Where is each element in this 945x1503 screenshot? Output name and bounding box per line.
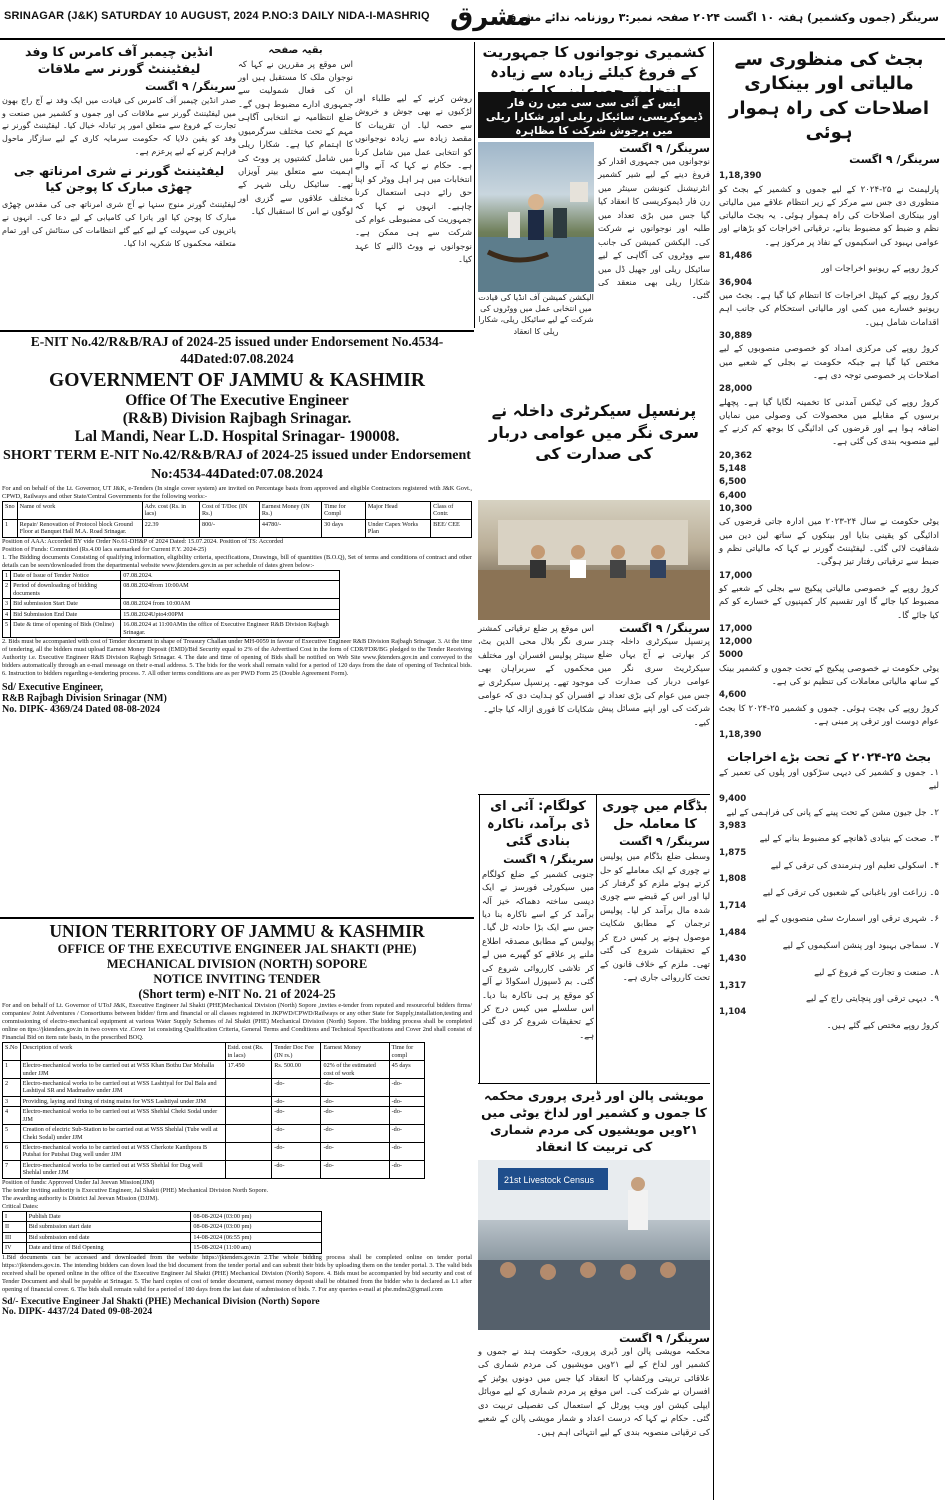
kulgam-body-text: جنوبی کشمیر کے ضلع کولگام میں سیکورٹی فورسز نے ایک دیسی ساختہ دھماکہ خیز آلہ برآمد کر کے اسے ناکارہ بنا دیا جس سے ایک بڑا حادثہ ٹل گیا۔ پولیس کے مطابق مصدقہ اطلاع ملنے پر علاقے کو گھیرے میں لے کر تلاشی کارروائی شروع کی گئی۔ بم ڈسپوزل اسکواڈ نے آلے کو موقع پر ہی ناکارہ بنا دیا۔ اس سلسلے میں کیس درج کر کے تحقیقات شروع کر دی گئی ہے۔ [482,868,594,1040]
table-cell: Date and time of Bid Opening [26,1243,191,1253]
table-row [3,1143,425,1161]
tender-rb-dipk: No. DIPK- 4369/24 Dated 08-08-2024 [2,704,161,716]
tender-rb-work-table [2,501,472,538]
budget-figure: 1,18,390 [719,171,762,182]
table-row [3,1222,322,1232]
table-cell: Electro-mechanical works to be carried out at WSS Shehlal Cheki Sodal under JJM [20,1107,225,1125]
darbar-headline: پرنسپل سیکرٹری داخلہ نے سری نگر میں عوامی دربار کی صدارت کی [489,401,699,464]
budget-figure: 1,18,390 [719,730,762,741]
darbar-headline-box [478,400,710,500]
table-cell: -do- [389,1125,424,1143]
table-cell: III [3,1232,27,1242]
budgam-story [600,798,710,1080]
section-rule [0,330,474,332]
budget-figure: 20,362 [719,450,753,461]
livestock-dateline: سرینگر/ ۹ اگست [619,1332,710,1345]
table-cell: 30 days [322,519,366,537]
budget-expenditure-list: ۱۔ جموں و کشمیر کی دیہی سڑکوں اور پلوں کی تعمیر کے لیے 9,400 ۲۔ جل جیون مشن کے تحت پینے کے پانی کی فراہمی کے لیے 3,983 ۳۔ صحت کے بنیادی ڈھانچے کو مضبوط بنانے کے لیے 1,875 ۴۔ اسکولی تعلیم اور ہنرمندی کی ترقی کے لیے 1,808 ۵۔ زراعت اور باغبانی کے شعبوں کی ترقی کے لیے 1,714 ۶۔ شہری ترقی اور اسمارٹ سٹی منصوبوں کے لیے 1,484 ۷۔ سماجی بہبود اور پنشن اسکیموں کے لیے 1,430 ۸۔ صنعت و تجارت کے فروغ کے لیے 1,317 ۹۔ دیہی ترقی اور پنچایتی راج کے لیے 1,104 کروڑ روپے مختص کیے گئے ہیں۔ [719,767,939,1031]
chamber-story [2,44,236,328]
table-row [3,1160,425,1178]
tender-phe-critical: Critical Dates: [2,1202,39,1210]
darbar-body-text: پرنسپل سیکرٹری داخلہ چندر کر بھارتی نے آج یہاں ضلع سیکرٹریٹ سری نگر میں عوامی دربار کی صدارت کی جس میں عوام کی بڑی تعداد نے شرکت کی اور اپنے مسائل پیش کیے۔ [598,636,710,727]
section-rule [0,917,474,919]
table-cell: -do- [389,1143,424,1161]
tender-phe-award-authority: The awarding authority is District Jal Jeevan Mission (DJJM). [2,1194,159,1202]
table-cell: 22.39 [142,519,199,537]
conference-photo-icon [478,1160,710,1330]
livestock-photo [478,1160,710,1330]
tender-rb-notice [2,334,472,914]
darbar-body-text: اس موقع پر ضلع ترقیاتی کمشنر سری نگر بلال محی الدین بٹ، سینئر پولیس افسران اور مختلف محکموں کے سربراہان بھی موجود تھے۔ پرنسپل سیکرٹری نے افسران کو ہدایت دی کہ عوامی شکایات کا فوری ازالہ کیا جائے۔ [478,623,594,714]
tender-phe-division: MECHANICAL DIVISION (NORTH) SOPORE [106,957,368,971]
darbar-body-col1 [598,622,710,792]
darbar-dateline: سرینگر/ ۹ اگست [619,622,710,635]
tender-rb-short-term: SHORT TERM E-NIT No.42/R&B/RAJ of 2024-25 issued under Endorsement No:4534-44Dated:07.08.2024 [3,447,471,483]
table-cell: 08.08.2024 from 10:00AM [121,599,340,609]
budget-figure: 5000 [719,650,743,661]
livestock-body-text: محکمہ مویشی پالن اور ڈیری پروری، حکومت ہند نے جموں و کشمیر اور لداخ کے لیے ۲۱ویں مویشیوں کی مردم شماری کی علاقائی تربیتی ورکشاپ کا انعقاد کیا جس میں دونوں یوٹیز کے افسران نے شرکت کی۔ اس موقع پر مردم شماری کے لیے موبائل ایپلی کیشن اور ویب پورٹل کے استعمال کی تفصیلی تربیت دی گئی۔ حکام نے کہا کہ درست اعداد و شمار مویشی پالن کے شعبے کی ترقیاتی منصوبہ بندی کے لیے انتہائی اہم ہیں۔ [478,1346,710,1437]
budget-figure: 36,904 [719,277,753,288]
tender-rb-division: (R&B) Division Rajbagh Srinagar. [122,409,352,427]
table-cell: 3 [3,599,11,609]
table-row [3,1243,322,1253]
tender-phe-office: OFFICE OF THE EXECUTIVE ENGINEER JAL SHAKTI (PHE) [57,942,417,956]
table-cell: Repair/ Renovation of Protocol block Ground Floor at Banquet Hall M.A. Road Srinagar. [17,519,142,537]
darbar-body-col2 [478,622,594,792]
column-rule [596,795,597,1083]
youth-body-col3 [238,44,353,329]
table-row [3,609,340,619]
table-row [3,519,472,537]
table-cell: Under Capex Works Plan [365,519,430,537]
table-header-cell: Time for Compl [322,502,366,520]
table-cell: -do- [321,1125,389,1143]
section-rule [478,1083,710,1084]
table-cell: 2 [3,1078,21,1096]
meeting-photo-icon [478,500,710,620]
table-header-cell: Adv. cost (Rs. in lacs) [142,502,199,520]
budget-figure: 28,000 [719,384,753,395]
tender-phe-position: Position of funds: Approved Under Jal Jeevan Mission(JJM) [2,1178,155,1186]
budget-figure: 1,430 [719,954,747,965]
youth-continued-note: بقیہ صفحہ [268,45,323,56]
section-rule [478,794,710,795]
table-cell: 08-08-2024 (03:00 pm) [191,1222,321,1232]
table-cell: -do- [389,1078,424,1096]
masthead-left-text: SRINAGAR (J&K) SATURDAY 10 AUGUST, 2024 P.NO:3 DAILY NIDA-I-MASHRIQ [4,10,430,22]
tender-rb-notes: 2. Bids must be accompanied with cost of Tender document in shape of Treasury Challan under MH-0059 in favour of Executive Engineer R&B Division Rajbagh Srinagar. 3. At the time of tendering, all the bidders must upload Earnest Money Deposit (EMD)/Bid Security equal to 2% of the Advertised Cost in the form of CDR/FDR/BG pledged to the Tender Receiving Authority i.e. Executive Engineer R&B Division Rajbagh Srinagar. 4. The date and time of opening of Bids shall be notified on Web Site www.jktenders.gov.in and conveyed to the bidders automatically through an e-mail message on their e-mail address. 5. The bids for the work shall remain valid for a period of 120 days from the date of opening of Technical bids. 6. Instruction to bidders regarding e-tendering process. 7. All other terms conditions are as per PWD Form 25 (Double Agreement Form). [2,638,472,678]
budget-dateline: سرینگر/ ۹ اگست [849,153,940,167]
tender-phe-signature: Sd/- Executive Engineer Jal Shakti (PHE) Mechanical Division (North) Sopore [2,1296,320,1307]
table-row [3,1232,322,1242]
budget-figure: 12,000 [719,637,753,648]
youth-body-text: روشن کرنے کے لیے طلباء اور لڑکیوں نے بھی جوش و خروش سے حصہ لیا۔ ان تقریبات کا مقصد زیادہ سے زیادہ نوجوانوں کو انتخابی عمل میں شامل کرنا ہے۔ حکام نے کہا کہ آنے والے انتخابات میں ہر اہل ووٹر کو اپنا حق رائے دہی استعمال کرنا چاہیے۔ انہوں نے کہا کہ جمہوریت کی مضبوطی عوام کی شرکت سے ہی ممکن ہے۔ نوجوانوں نے ووٹ ڈالنے کا عہد کیا۔ [355,93,472,265]
tender-rb-signature: Sd/ Executive Engineer, [2,682,104,694]
budget-headline: بجٹ کی منظوری سے مالیاتی اور بینکاری اصلاحات کی راہ ہموار ہوئی [728,49,930,143]
column-rule [474,42,475,328]
table-cell [225,1107,272,1125]
tender-phe-dipk: No. DIPK- 4437/24 Dated 09-08-2024 [2,1306,153,1317]
budget-story [716,44,942,1500]
table-cell: Bid Submission End Date [11,609,121,619]
livestock-body [478,1332,710,1500]
livestock-headline: مویشی پالن اور ڈیری پروری محکمہ کا جموں و کشمیر اور لداخ یوٹی میں ۲۱ویں مویشیوں کی مردم شماری کی تربیت کا انعقاد [481,1088,707,1154]
table-cell: -do- [321,1096,389,1106]
table-cell: 4 [3,609,11,619]
tender-rb-note1: 1. The Bidding documents Consisting of qualifying information, eligibility criteria, specifications, Drawings, bill of quantities (B.O.Q), Set of terms and conditions of contract and other details can be seen/downloaded from the departmental website www.jktenders.gov.in as per schedule of dates given below:- [2,553,472,569]
table-cell: Providing, laying and fixing of rising mains for WSS Lashtiyal under JJM [20,1096,225,1106]
budgam-body-text: وسطی ضلع بڈگام میں پولیس نے چوری کے ایک معاملے کو حل کرتے ہوئے ملزم کو گرفتار کر لیا اور اس کے قبضے سے چوری شدہ مال برآمد کر لیا۔ پولیس ترجمان کے مطابق شکایت موصول ہونے پر کیس درج کر کے تحقیقات شروع کی گئی تھی۔ ملزم کے خلاف قانون کے تحت کارروائی جاری ہے۔ [600,851,710,983]
tender-phe-intro: For and on behalf of Lt. Governor of UToJ J&K, Executive Engineer Jal Shakti (PHE)Mechanical Division (North) Sopore ,invites e-tender from reputed and resourceful bidders firms/ companies/ Joint Adventures / Consortiums between bidder/ firm and financial or all classes registered in JKPWD/CPWD/Railways or any other State for Supply,installation,testing and commissioning of electro-mechanical equipment at various Water Supply Schemes of Jal Shakti (PHE) Mechanical Division (North) Sopore. The bidding process shall be completed online on ttps://jktenders.gov.in in two covers viz .Cover 1st consisting Qualification Criteria, General Terms and Conditions and Technical Specifications and Cover 2nd shall consist of Financial Bid on item rate basis, in the prescribed BOQ. [2,1002,472,1042]
youth-caption-box [478,292,594,336]
budget-figure: 5,148 [719,464,747,475]
budget-figure: 6,400 [719,490,747,501]
table-header-cell: Tender Doc Fee (IN rs.) [272,1043,321,1061]
table-cell: Electro-mechanical works to be carried out at WSS Shehlal for Dug well Shehlal under JJM [20,1160,225,1178]
table-cell: BEE/ CEE [431,519,472,537]
budgam-headline: بڈگام میں چوری کا معاملہ حل [602,799,708,832]
table-header-cell: Major Head [365,502,430,520]
newspaper-logo: مشرق [450,2,532,32]
table-cell [225,1143,272,1161]
table-cell: -do- [321,1160,389,1178]
tender-phe-work-table [2,1042,425,1179]
tender-phe-dates-table [2,1211,322,1254]
table-cell: 14-08-2024 (06:55 pm) [191,1232,321,1242]
table-header-cell: Class of Contr. [431,502,472,520]
table-cell: -do- [272,1143,321,1161]
table-row [3,570,340,580]
table-cell: 44780/- [259,519,321,537]
chamber-headline: انڈین چیمبر آف کامرس کا وفد لیفٹیننٹ گورنر سے ملاقات [25,44,213,76]
table-cell: 15-08-2024 (11:00 am) [191,1243,321,1253]
table-cell: 1 [3,519,18,537]
table-cell: 07.08.2024. [121,570,340,580]
budget-figure: 6,500 [719,477,747,488]
youth-banner [478,92,710,138]
kulgam-headline: کولگام: آئی ای ڈی برآمد، ناکارہ بنادی گئی [487,799,589,850]
table-cell: IV [3,1243,27,1253]
table-cell: 1 [3,570,11,580]
budget-figure: 1,875 [719,847,747,858]
column-rule [713,42,714,1500]
table-cell: Bid submission end date [26,1232,191,1242]
table-cell: 5 [3,1125,21,1143]
table-row [3,1211,322,1221]
table-header-cell: Earnest Money (IN Rs.) [259,502,321,520]
table-header-cell: Name of work [17,502,142,520]
tender-rb-enit-line: E-NIT No.42/R&B/RAJ of 2024-25 issued under Endorsement No.4534-44Dated:07.08.2024 [30,334,444,366]
table-cell: Publish Date [26,1211,191,1221]
table-row [3,1125,425,1143]
chamber-body-text-2: لیفٹیننٹ گورنر منوج سنہا نے آج شری امرناتھ جی کی مقدس چھڑی مبارک کا پوجن کیا اور یاترا کی کامیابی کے لیے دعا کی۔ انہوں نے یاتریوں کی سہولت کے لیے کیے گئے انتظامات کی ستائش کی اور تمام متعلقہ محکموں کا شکریہ ادا کیا۔ [2,200,236,248]
youth-banner-text: ایس کے آئی سی سی میں رن فار ڈیموکریسی، سائیکل ریلی اور شکارا ریلی میں پرجوش شرکت کا مظاہرہ [485,97,703,138]
budget-figure: 30,889 [719,330,753,341]
table-row [3,581,340,599]
table-cell: 800/- [200,519,260,537]
tender-rb-office: Office Of The Executive Engineer [125,391,349,409]
table-cell: -do- [389,1107,424,1125]
table-cell: -do- [321,1143,389,1161]
table-header-cell: Time for compl [389,1043,424,1061]
table-cell: Bid submission Start Date [11,599,121,609]
tender-phe-notice [2,921,472,1501]
tender-phe-notice-title: NOTICE INVITING TENDER [153,972,321,986]
youth-body-col2 [355,92,472,330]
table-cell: 16.08.2024 at 11:00AMin the office of Executive Engineer R&B Division Rajbagh Srinagar. [121,620,340,638]
table-header-row [3,502,472,520]
table-cell: -do- [321,1107,389,1125]
masthead-right-text: سرینگر (جموں وکشمیر) ہفتہ ۱۰ اگست ۲۰۲۴ صفحہ نمبر:۳ روزنامہ ندائے مشرق [506,11,939,24]
table-cell: -do- [272,1160,321,1178]
shikara-photo-icon [478,142,594,292]
tender-phe-notes: 1.Bid documents can be accessed and downloaded from the website https://jktenders.gov.in 2.The whole bidding process shall be completed online on tender portal https://jktenders.gov.in. The intending bidders can down load the bid document from the tender portal and can submit their bids by uploading them on the tender portal. 3. The valid bids received shall be opened online in the office of the Executive Engineer Jal Shakti (PHE) Mechanical Division (North) Sopore. 4. Bids must be accompanied by bid security and cost of Tender Document and shall be payable at Srinagar. 5. The hard copies of cost of tender document, earnest money deposit shall be obtained from the bidder who is declared as L1 after opening of financial cover. 6. The bids shall remain valid for a period of 180 days from the last date of submission of bids. 7. For any queries e-mail at phe.mdns2@gmail.com [2,1253,472,1293]
table-header-cell: Sno [3,502,18,520]
table-cell: 2 [3,581,11,599]
budget-figure: 1,808 [719,874,747,885]
budget-figure: 3,983 [719,821,747,832]
tender-rb-aoa: Position of AAA: Accorded BY vide Order No.61-DH&P of 2024 Dated: 15.07.2024. Position of TS: Accorded [2,537,284,545]
budget-figure: 9,400 [719,794,747,805]
table-cell: -do- [272,1078,321,1096]
table-cell: Period of downloading of bidding documents [11,581,121,599]
table-cell: 45 days [389,1061,424,1079]
youth-photo [478,142,594,292]
budget-figure: 1,714 [719,900,747,911]
masthead [0,0,945,40]
table-cell [225,1125,272,1143]
darbar-photo [478,500,710,620]
chamber-subheadline: لیفٹیننٹ گورنر نے شری امرناتھ جی چھڑی مبارک کا پوجن کیا [13,163,225,194]
table-row [3,1096,425,1106]
column-rule [479,795,480,1083]
tender-rb-gov: GOVERNMENT OF JAMMU & KASHMIR [49,369,425,391]
table-header-cell: Earnest Money [321,1043,389,1061]
budget-figure: 1,104 [719,1007,747,1018]
table-cell: -do- [389,1096,424,1106]
table-cell: 17.450 [225,1061,272,1079]
tender-rb-address: Lal Mandi, Near L.D. Hospital Srinagar- 190008. [74,427,400,445]
table-cell: Rs. 500.00 [272,1061,321,1079]
table-cell: Electro-mechanical works to be carried out at WSS Lashtiyal for Dal Bala and Lashtiyal SR and Madmadov under JJM [20,1078,225,1096]
table-cell [225,1096,272,1106]
livestock-banner-text: 21st Livestock Census [504,1175,595,1185]
youth-caption: الیکشن کمیشن آف انڈیا کی قیادت میں انتخابی عمل میں ووٹروں کی شرکت کے لیے سائیکل ریلی، شکارا ریلی کا انعقاد [478,293,594,336]
table-cell: 1 [3,1061,21,1079]
table-cell: 5 [3,620,11,638]
table-cell: -do- [389,1160,424,1178]
chamber-body-text: صدر انڈین چیمبر آف کامرس کی قیادت میں ایک وفد نے آج راج بھون میں لیفٹیننٹ گورنر سے ملاقات کی اور جموں و کشمیر میں صنعت و تجارت کے فروغ سے متعلق امور پر تبادلہ خیال کیا۔ لیفٹیننٹ گورنر نے وفد کو یقین دلایا کہ حکومت سرمایہ کاری کے لیے سازگار ماحول فراہم کرنے کے لیے پرعزم ہے۔ [2,95,236,156]
table-header-cell: Estd. cost (Rs. in lacs) [225,1043,272,1061]
table-row [3,1107,425,1125]
table-cell: 6 [3,1143,21,1161]
tender-rb-schedule-table [2,570,340,638]
table-cell: Creation of electric Sub-Station to be carried out at WSS Shehlal (Tube well at Cheki Sodal) under JJM [20,1125,225,1143]
budget-figure: 1,484 [719,927,747,938]
budget-body: 1,18,390 پارلیمنٹ نے ۲۵-۲۰۲۴ کے لیے جموں و کشمیر کے بجٹ کو منظوری دی جس سے مرکز کے زیر انتظام علاقے میں مالیاتی اور بینکاری اصلاحات کی راہ ہموار ہوئی۔ یہ بجٹ مالیاتی نظم و ضبط کو مضبوط بنانے، ترقیاتی اخراجات کو بڑھانے اور عوامی بہبود کی اسکیموں کے نفاذ پر مرکوز ہے۔ 81,486 کروڑ روپے کے ریونیو اخراجات اور 36,904 کروڑ روپے کے کیپٹل اخراجات کا انتظام کیا گیا ہے۔ بجٹ میں ریونیو خسارے میں کمی اور مالیاتی استحکام کی جانب اہم اقدامات شامل ہیں۔ 30,889 کروڑ روپے کی مرکزی امداد کو خصوصی منصوبوں کے لیے مختص کیا گیا ہے جبکہ حکومت نے بجلی کے شعبے میں اصلاحات پر خصوصی توجہ دی ہے۔ 28,000 کروڑ روپے کی ٹیکس آمدنی کا تخمینہ لگایا گیا ہے۔ پچھلے برسوں کے مقابلے میں محصولات کی وصولی میں نمایاں اضافہ ہوا ہے اور قرضوں کی ادائیگی کا بوجھ کم کرنے کے لیے منصوبہ بندی کی گئی ہے۔ 20,362 5,148 6,500 6,400 10,300 یوٹی حکومت نے سال ۲۴-۲۰۲۳ میں ادارہ جاتی قرضوں کی ادائیگی کو یقینی بنایا اور بینکوں کے ساتھ لین دین میں شفافیت لائی گئی۔ لیفٹیننٹ گورنر نے کہا کہ مالیاتی نظم و ضبط سے ترقیاتی رفتار تیز ہوگی۔ 17,000 کروڑ روپے کے خصوصی مالیاتی پیکیج سے بجلی کے شعبے کو مضبوط کیا جائے گا اور تقسیم کار کمپنیوں کے خسارے کو کم کیا جائے گا۔ 17,000 12,000 5000 یوٹی حکومت نے خصوصی پیکیج کے تحت جموں و کشمیر بینک کے ساتھ مالیاتی معاملات کی تنظیم نو کی ہے۔ 4,600 کروڑ روپے کی بچت ہوئی۔ جموں و کشمیر ۲۵-۲۰۲۴ کا بجٹ عوام دوست اور ترقی پر مبنی ہے۔ 1,18,390 [716,170,942,742]
table-row [3,620,340,638]
table-cell: 3 [3,1096,21,1106]
table-cell [225,1078,272,1096]
budget-figure: 4,600 [719,690,747,701]
budget-figure: 1,317 [719,980,747,991]
budget-subheadline: بجٹ ۲۵-۲۰۲۴ کے تحت بڑے اخراجات [726,749,932,764]
table-header-cell: Description of work [20,1043,225,1061]
budget-figure: 17,000 [719,623,753,634]
budget-figure: 17,000 [719,570,753,581]
table-cell: Date & time of opening of Bids (Online) [11,620,121,638]
table-header-row [3,1043,425,1061]
table-row [3,599,340,609]
table-cell: 08-08-2024 (03:00 pm) [191,1211,321,1221]
youth-body-col1 [598,142,710,330]
table-cell: 08.08.2024from 10:00AM [121,581,340,599]
table-header-cell: Cost of T/Doc (IN Rs.) [200,502,260,520]
tender-rb-signature-2: R&B Rajbagh Division Srinagar (NM) [2,693,167,705]
table-cell: -do- [272,1107,321,1125]
table-cell: Electro-mechanical works to be carried out at WSS Cherkote Kanthpora B Putshai for Putshai Dug well under JJM [20,1143,225,1161]
table-cell: -do- [272,1096,321,1106]
table-cell: II [3,1222,27,1232]
kulgam-dateline: سرینگر/ ۹ اگست [503,852,594,866]
table-cell: -do- [321,1078,389,1096]
table-header-cell: S.No [3,1043,21,1061]
chamber-dateline: سرینگر/ ۹ اگست [145,79,236,93]
table-cell: Bid submission start date [26,1222,191,1232]
kulgam-story [482,798,594,1080]
table-cell [225,1160,272,1178]
livestock-headline-box [478,1088,710,1160]
table-cell: Date of Issue of Tender Notice [11,570,121,580]
table-cell: 15.08.2024Upto4:00PM [121,609,340,619]
tender-rb-funds: Position of Funds: Committed (Rs.4.00 lacs earmarked for Current F.Y. 2024-25) [2,545,207,553]
budget-figure: 10,300 [719,504,753,514]
table-cell: I [3,1211,27,1221]
table-row [3,1078,425,1096]
table-row [3,1061,425,1079]
table-cell: -do- [272,1125,321,1143]
youth-body-text: اس موقع پر مقررین نے کہا کہ نوجوان ملک کا مستقبل ہیں اور ان کی فعال شمولیت سے جمہوری ادارے مضبوط ہوں گے۔ ضلع انتظامیہ نے انتخابی آگاہی مہم کے تحت مختلف سرگرمیوں کا اہتمام کیا ہے۔ شکارا ریلی میں شامل کشتیوں پر ووٹ کی اہمیت سے متعلق بینر آویزاں تھے۔ سائیکل ریلی شہر کے مختلف علاقوں سے گزری اور لوگوں نے اس کا استقبال کیا۔ [238,58,353,217]
tender-phe-ut: UNION TERRITORY OF JAMMU & KASHMIR [49,921,425,941]
table-cell: 7 [3,1160,21,1178]
youth-headline: کشمیری نوجوانوں کا جمہوریت کے فروغ کیلئے زیادہ سے زیادہ [482,45,706,81]
tender-phe-tender-authority: The tender inviting authority is Executive Engineer, Jal Shakti (PHE) Mechanical Division North Sopore. [2,1186,269,1194]
table-cell: Electro-mechanical works to be carried out at WSS Khan Bothu Dar Mohalla under JJM [20,1061,225,1079]
tender-rb-intro: For and on behalf of the Lt. Governor, UT J&K, e-Tenders (In single cover system) are invited on Percentage basis from approved and eligible Contractors registered with J&K Govt., CPWD, Railways and other State/Central Governments for the following works:- [2,484,472,500]
budget-figure: 81,486 [719,251,753,262]
tender-phe-enit: (Short term) e-NIT No. 21 of 2024-25 [138,987,336,1001]
youth-dateline: سرینگر/ ۹ اگست [619,142,710,155]
table-cell: 02% of the estimated cost of work [321,1061,389,1079]
budgam-dateline: سرینگر/ ۹ اگست [619,835,710,849]
table-cell: 4 [3,1107,21,1125]
youth-body-text: نوجوانوں میں جمہوری اقدار کو فروغ دینے کے لیے شیر کشمیر انٹرنیشنل کنونشن سینٹر میں رن فار ڈیموکریسی کا انعقاد کیا گیا جس میں بڑی تعداد میں طلبہ اور نوجوانوں نے شرکت کی۔ الیکشن کمیشن کی جانب سے ووٹروں کی آگاہی کے لیے سائیکل ریلی اور جھیل ڈل میں شکارا ریلی بھی منعقد کی گئی۔ [598,156,710,301]
